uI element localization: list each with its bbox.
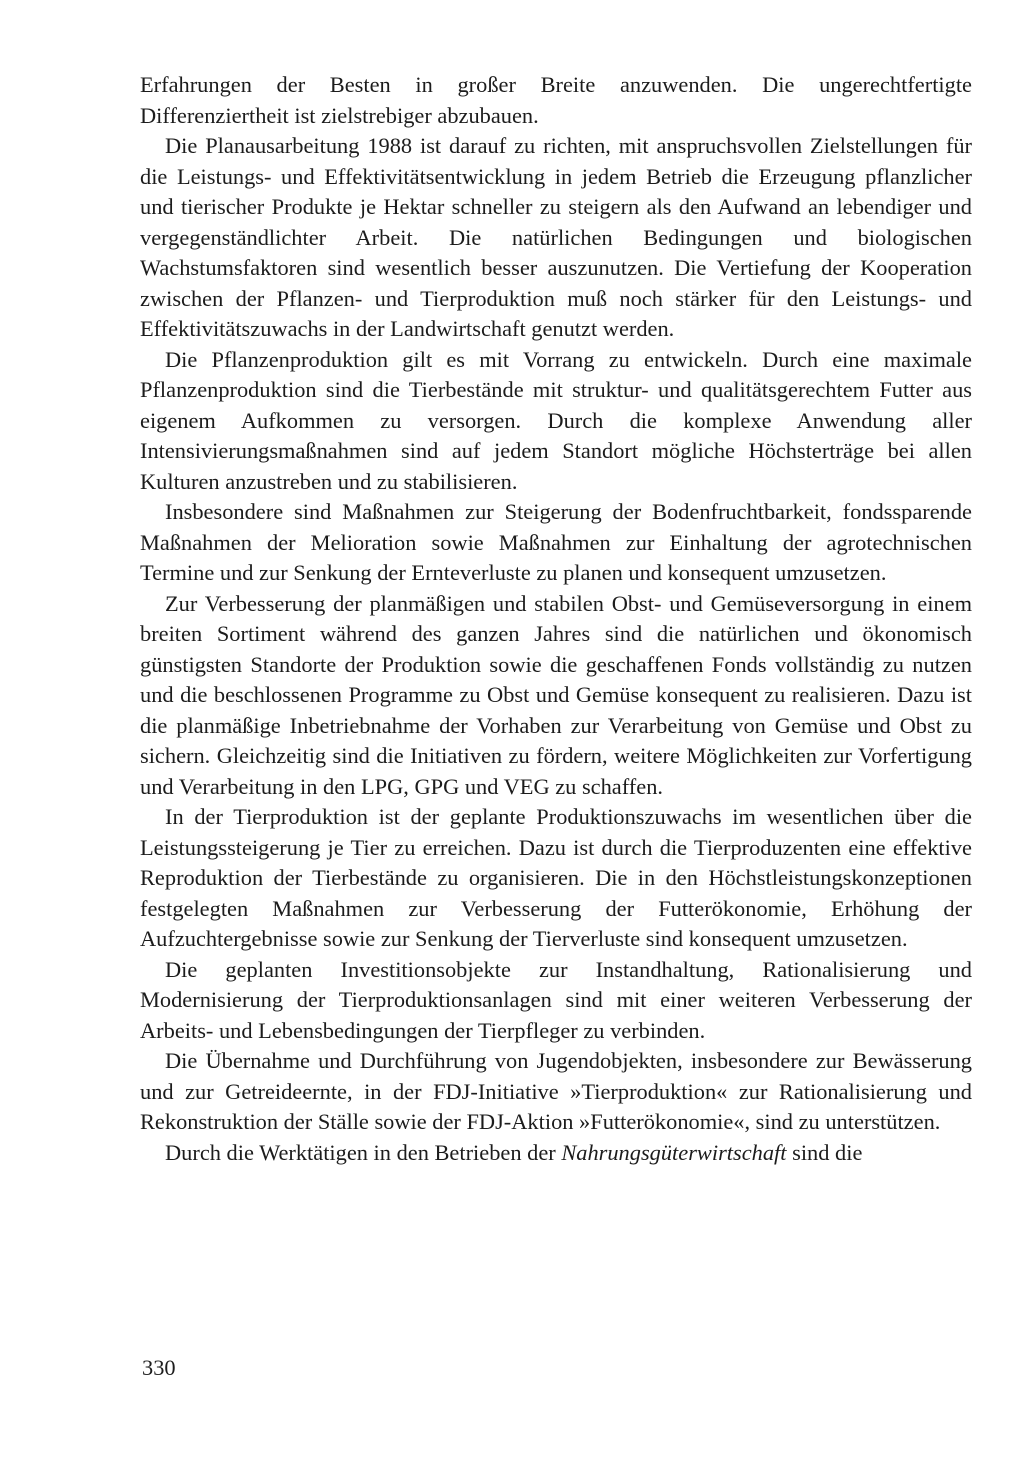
- paragraph-9: [140, 1138, 972, 1169]
- paragraph-9-tail: sind die: [786, 1139, 863, 1165]
- page-body: [140, 70, 972, 1168]
- paragraph-7: Die geplanten Investitionsobjekte zur Instandhaltung, Rationalisierung und Modernisierung der Tierproduktionsanlagen sind mit einer weiteren Verbesserung der Arbeits- und Lebensbedingungen der Tierpfleger zu verbinden.: [140, 956, 972, 1043]
- paragraph-4: Insbesondere sind Maßnahmen zur Steigerung der Bodenfruchtbarkeit, fondssparende Maßnahmen der Melioration sowie Maßnahmen zur Einhaltung der agrotechnischen Termine und zur Senkung der Ernteverluste zu planen und konsequent umzusetzen.: [140, 499, 972, 585]
- paragraph-9-emphasis: Nahrungsgüterwirtschaft: [561, 1139, 787, 1165]
- paragraph-8: Die Übernahme und Durchführung von Jugendobjekten, insbesondere zur Bewässerung und zur Getreideernte, in der FDJ-Initiative »Tierproduktion« zur Rationalisierung und Rekonstruktion der Ställe sowie der FDJ-Aktion »Futterökonomie«, sind zu unterstützen.: [140, 1048, 972, 1134]
- paragraph-9-lead: Durch die Werktätigen in den Betrieben der: [165, 1139, 562, 1165]
- paragraph-3: Die Pflanzenproduktion gilt es mit Vorrang zu entwickeln. Durch eine maximale Pflanzenproduktion sind die Tierbestände mit struktur- und qualitätsgerechtem Futter aus eigenem Aufkommen zu versorgen. Durch die komplexe Anwendung aller Intensivierungsmaßnahmen sind auf jedem Standort mögliche Höchsterträge bei allen Kulturen anzustreben und zu stabilisieren.: [140, 346, 972, 494]
- page-number: 330: [142, 1355, 176, 1380]
- paragraph-1: Erfahrungen der Besten in großer Breite anzuwenden. Die ungerechtfertigte Differenziertheit ist zielstrebiger abzubauen.: [140, 72, 972, 128]
- paragraph-5: Zur Verbesserung der planmäßigen und stabilen Obst- und Gemüseversorgung in einem breiten Sortiment während des ganzen Jahres sind die natürlichen und ökonomisch günstigsten Standorte der Produktion sowie die geschaffenen Fonds vollständig zu nutzen und die beschlossenen Programme zu Obst und Gemüse konsequent zu realisieren. Dazu ist die planmäßige Inbetriebnahme der Vorhaben zur Verarbeitung von Gemüse und Obst zu sichern. Gleichzeitig sind die Initiativen zu fördern, weitere Möglichkeiten zur Vorfertigung und Verarbeitung in den LPG, GPG und VEG zu schaffen.: [140, 590, 972, 799]
- paragraph-2: Die Planausarbeitung 1988 ist darauf zu richten, mit anspruchsvollen Zielstellungen für die Leistungs- und Effektivitätsentwicklung in jedem Betrieb die Erzeugung pflanzlicher und tierischer Produkte je Hektar schneller zu steigern als den Aufwand an lebendiger und vergegenständlichter Arbeit. Die natürlichen Bedingungen und biologischen Wachstumsfaktoren sind wesentlich besser auszunutzen. Die Vertiefung der Kooperation zwischen der Pflanzen- und Tierproduktion muß noch stärker für den Leistungs- und Effektivitätszuwachs in der Landwirtschaft genutzt werden.: [140, 133, 972, 341]
- paragraph-6: In der Tierproduktion ist der geplante Produktionszuwachs im wesentlichen über die Leistungssteigerung je Tier zu erreichen. Dazu ist durch die Tierproduzenten eine effektive Reproduktion der Tierbestände zu organisieren. Die in den Höchstleistungskonzeptionen festgelegten Maßnahmen zur Verbesserung der Futterökonomie, Erhöhung der Aufzuchtergebnisse sowie zur Senkung der Tierverluste sind konsequent umzusetzen.: [140, 804, 972, 951]
